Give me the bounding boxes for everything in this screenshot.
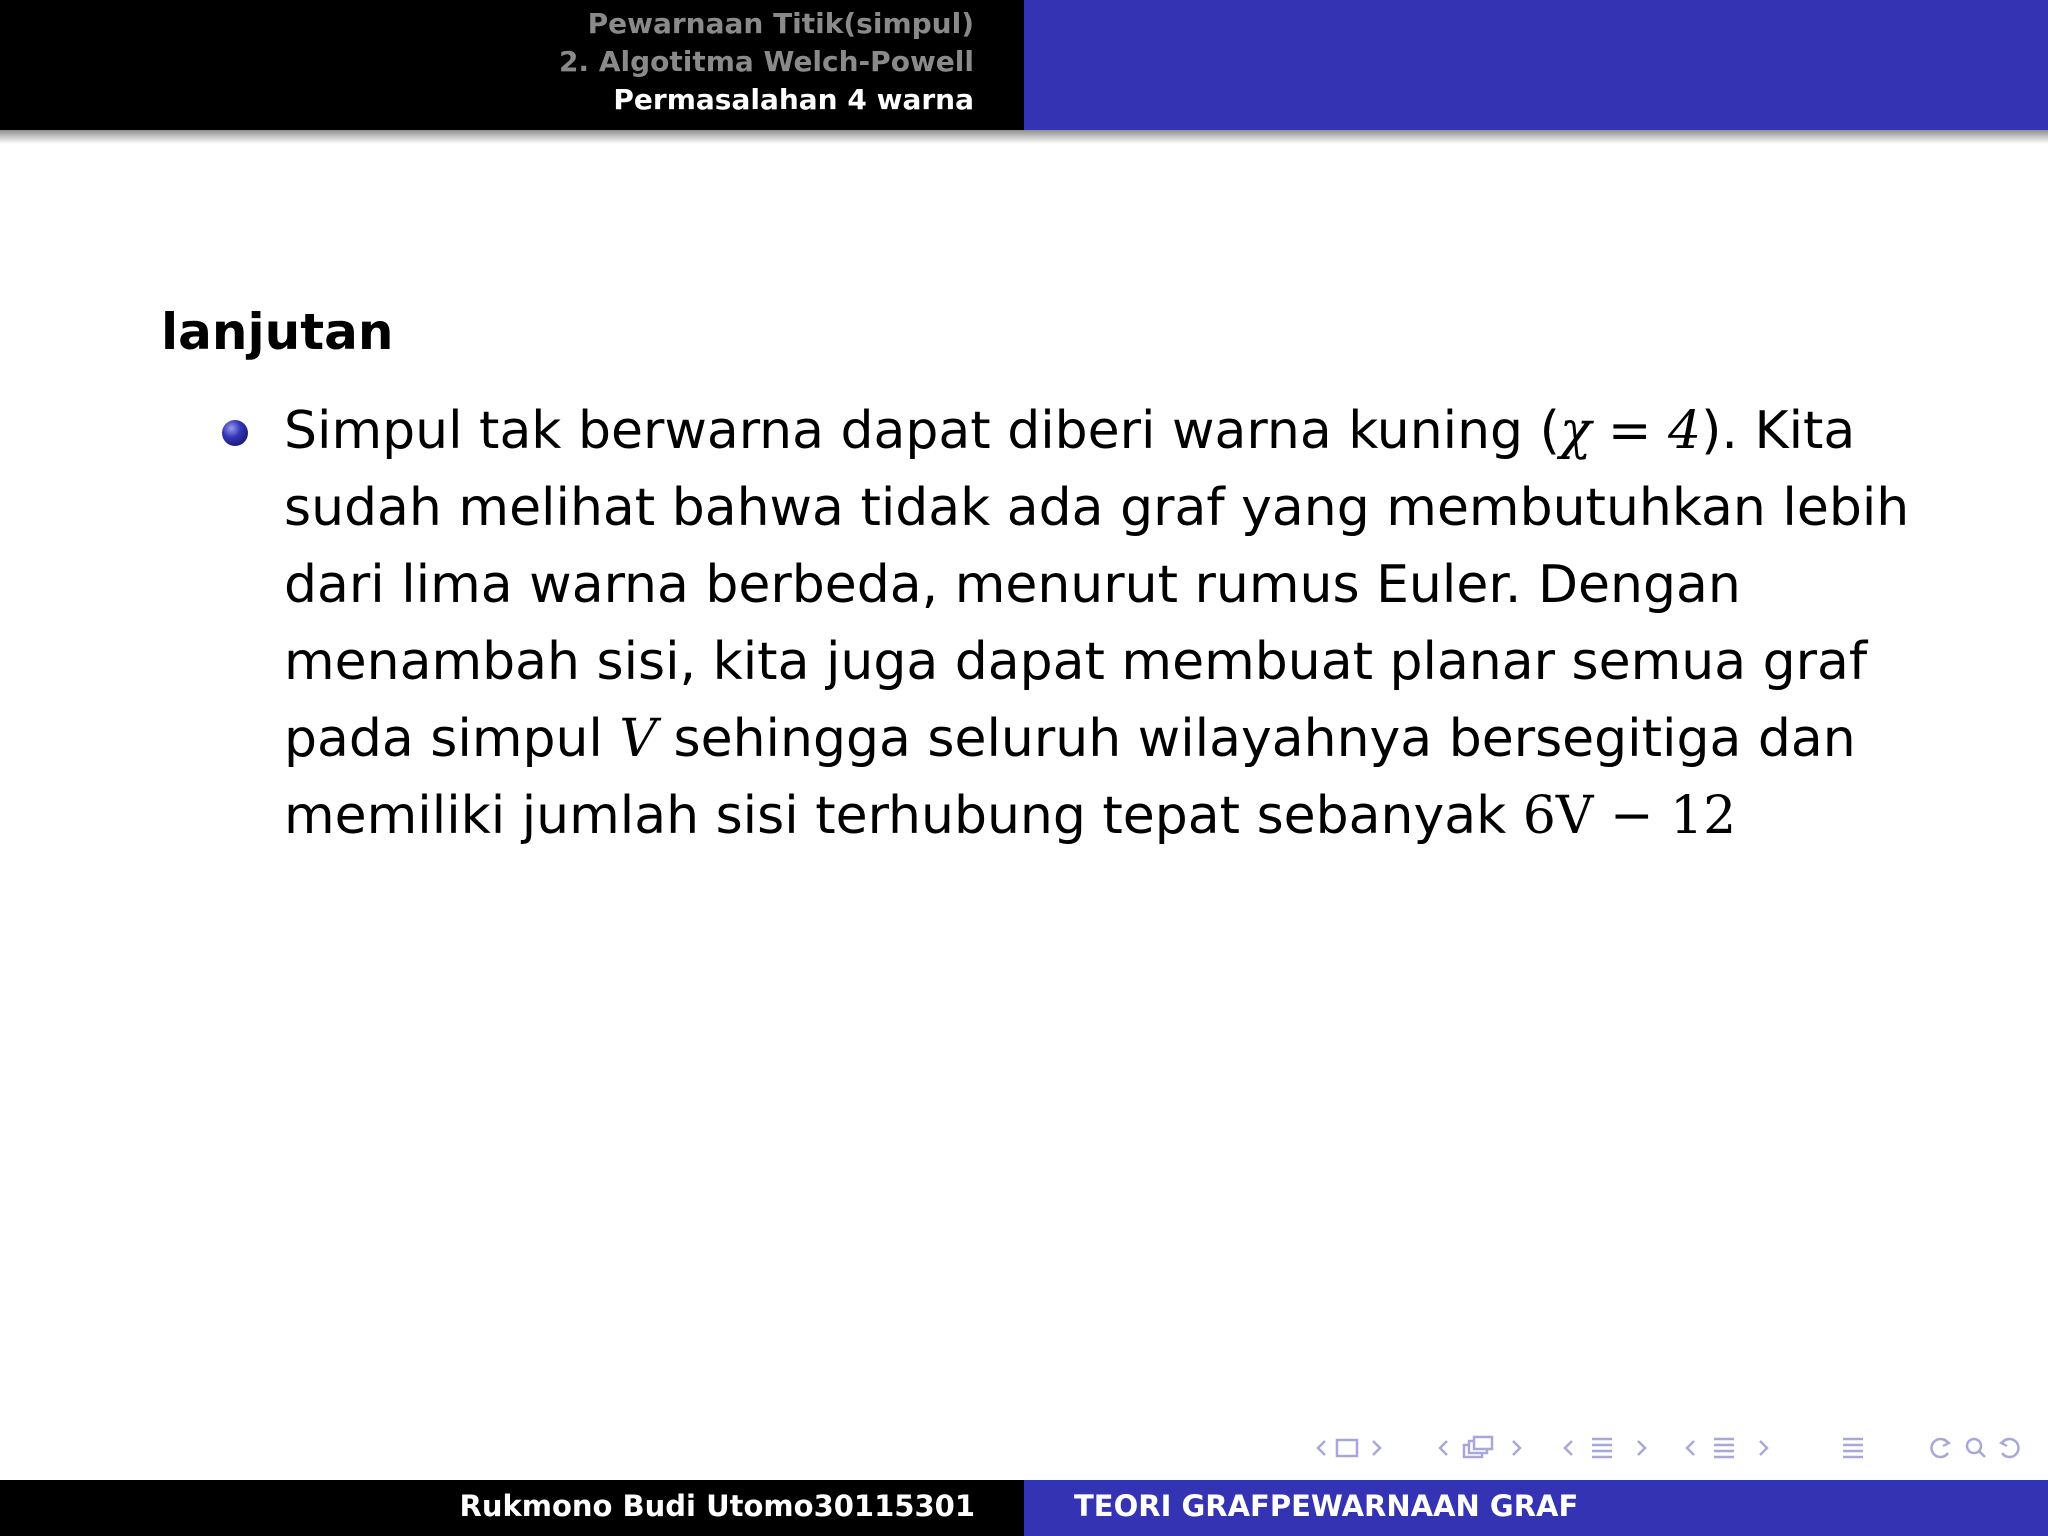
nav-section-icon bbox=[1562, 1433, 1652, 1463]
header-nav-panel bbox=[0, 0, 1024, 130]
text-segment: sehingga seluruh wilayahnya bersegitiga dan bbox=[656, 709, 1856, 769]
math-expression: 6V − 12 bbox=[1522, 786, 1737, 846]
text-segment: ). Kita bbox=[1701, 401, 1856, 461]
nav-section-link[interactable]: Pewarnaan Titik(simpul) bbox=[587, 7, 974, 40]
text-segment: pada simpul bbox=[284, 709, 620, 769]
text-line bbox=[284, 393, 1904, 470]
footer-title: TEORI GRAFPEWARNAAN GRAF bbox=[1074, 1489, 1579, 1523]
nav-subsection-icon bbox=[1437, 1433, 1527, 1463]
header-accent-panel bbox=[1024, 0, 2048, 130]
text-line: menambah sisi, kita juga dapat membuat planar semua graf bbox=[284, 632, 1868, 692]
text-segment: memiliki jumlah sisi terhubung tepat sebanyak bbox=[284, 786, 1523, 846]
nav-doc-icon[interactable] bbox=[1684, 1430, 1774, 1466]
header-shadow bbox=[0, 130, 2048, 144]
nav-section-icon[interactable] bbox=[1562, 1430, 1652, 1466]
nav-section-link[interactable]: 2. Algotitma Welch-Powell bbox=[558, 45, 974, 78]
nav-search-icon bbox=[1926, 1433, 2026, 1463]
nav-frame-icon[interactable] bbox=[1315, 1430, 1387, 1466]
math-variable-v: V bbox=[619, 709, 657, 769]
text-line: dari lima warna berbeda, menurut rumus Euler. Dengan bbox=[284, 555, 1741, 615]
footer-author-panel bbox=[0, 1480, 1024, 1536]
nav-back-forward-icon[interactable] bbox=[1838, 1430, 1868, 1466]
header-bar bbox=[0, 0, 2048, 130]
nav-search-icon[interactable] bbox=[1926, 1430, 2026, 1466]
text-line: sudah melihat bahwa tidak ada graf yang membutuhkan lebih bbox=[284, 478, 1910, 538]
text-segment: Simpul tak berwarna dapat diberi warna kuning ( bbox=[284, 401, 1560, 461]
bullet-ball-icon bbox=[222, 420, 248, 446]
text-line bbox=[284, 778, 1904, 855]
nav-doc-icon bbox=[1684, 1433, 1774, 1463]
frame-title: lanjutan bbox=[161, 303, 394, 361]
footer-title-panel bbox=[1024, 1480, 2048, 1536]
nav-back-forward-icon bbox=[1838, 1433, 1868, 1463]
nav-current-subsection[interactable]: Permasalahan 4 warna bbox=[613, 83, 974, 116]
math-chi-equation: χ = 4 bbox=[1559, 401, 1702, 461]
nav-subsection-icon[interactable] bbox=[1437, 1430, 1527, 1466]
footer-author: Rukmono Budi Utomo30115301 bbox=[459, 1489, 975, 1523]
section-navigation bbox=[559, 5, 974, 119]
text-line bbox=[284, 701, 1904, 778]
bullet-text bbox=[284, 393, 1910, 855]
nav-frame-icon bbox=[1315, 1433, 1387, 1463]
footer-bar bbox=[0, 1480, 2048, 1536]
